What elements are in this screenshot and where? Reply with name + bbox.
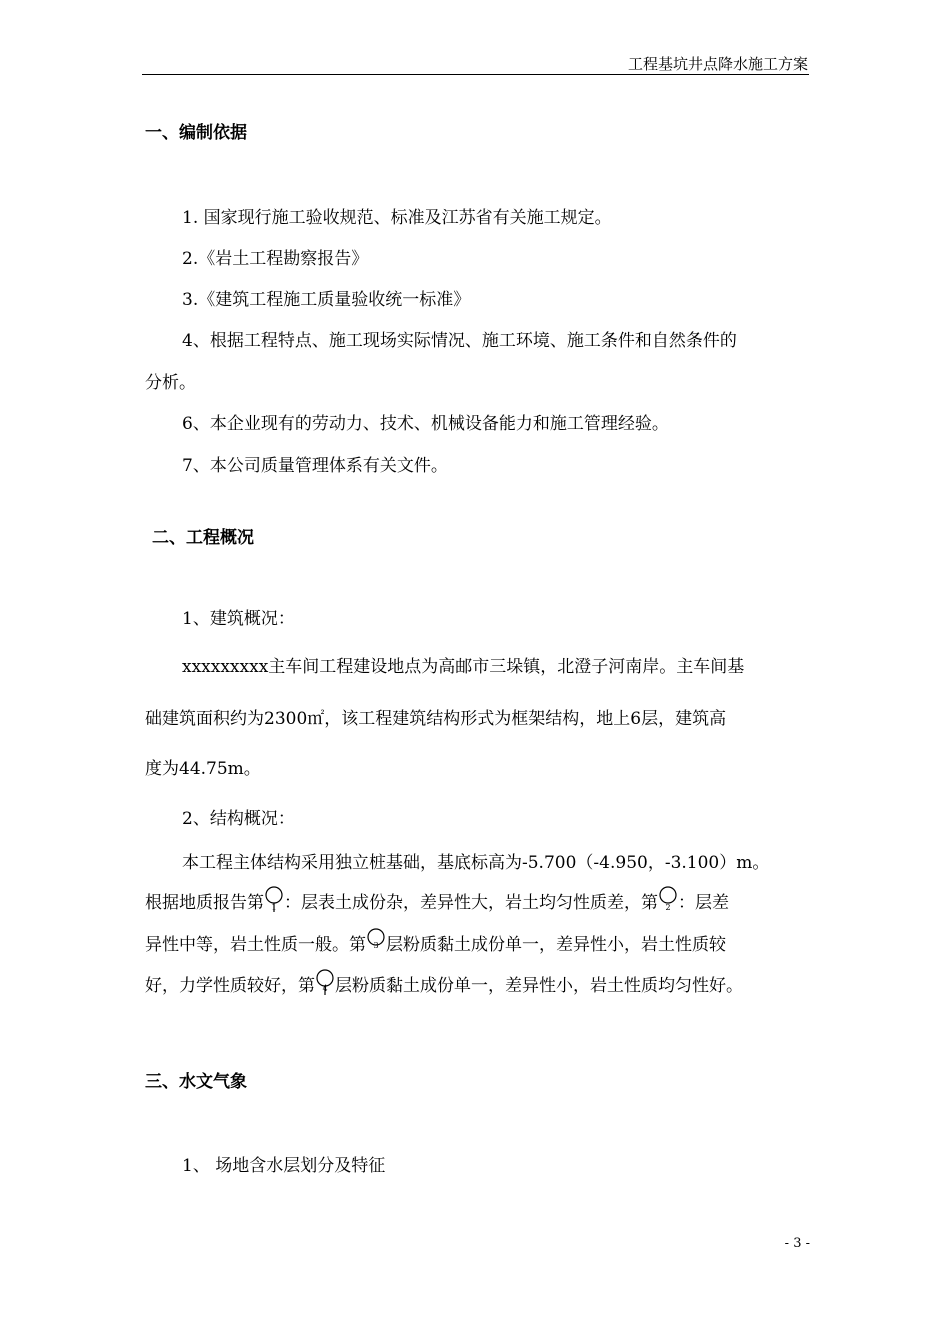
structure-line-3-b: 层粉质黏土成份单一，差异性小，岩土性质较	[386, 935, 726, 955]
building-overview-title: 1、建筑概况：	[182, 609, 295, 629]
basis-item-3: 3.《建筑工程施工质量验收统一标准》	[182, 290, 471, 310]
page-number: - 3 -	[784, 1236, 810, 1251]
building-overview-line-1: xxxxxxxxx主车间工程建设地点为高邮市三垛镇，北澄子河南岸。主车间基	[182, 657, 745, 677]
layer-1-marker-label: 1	[271, 903, 277, 912]
basis-item-4: 4、根据工程特点、施工现场实际情况、施工环境、施工条件和自然条件的	[182, 331, 737, 351]
layer-1-marker	[264, 892, 284, 912]
layer-4-marker-label: 4	[322, 984, 328, 993]
layer-4-marker	[315, 975, 335, 995]
layer-3-marker-label: 3	[373, 941, 379, 950]
structure-line-2-c: ：层差	[678, 893, 729, 913]
structure-line-3-a: 异性中等，岩土性质一般。第	[145, 935, 366, 955]
basis-item-4-cont: 分析。	[145, 373, 196, 393]
section-heading-basis: 一、编制依据	[145, 123, 247, 143]
structure-overview-title: 2、结构概况：	[182, 809, 295, 829]
basis-item-2: 2.《岩土工程勘察报告》	[182, 249, 369, 269]
section-heading-hydrology: 三、水文气象	[145, 1072, 247, 1092]
layer-2-marker-label: 2	[665, 903, 671, 912]
structure-line-4	[145, 971, 743, 996]
running-header: 工程基坑井点降水施工方案	[627, 55, 808, 73]
layer-2-marker	[658, 892, 678, 912]
structure-line-4-b: 层粉质黏土成份单一，差异性小，岩土性质均匀性好。	[335, 976, 743, 996]
aquifer-title: 1、 场地含水层划分及特征	[182, 1156, 386, 1176]
basis-item-7: 7、本公司质量管理体系有关文件。	[182, 456, 448, 476]
header-rule	[142, 74, 809, 75]
basis-item-6: 6、本企业现有的劳动力、技术、机械设备能力和施工管理经验。	[182, 414, 669, 434]
structure-line-2	[145, 888, 729, 913]
building-overview-line-2: 础建筑面积约为2300㎡，该工程建筑结构形式为框架结构，地上6层，建筑高	[145, 709, 727, 729]
structure-line-2-a: 根据地质报告第	[145, 893, 264, 913]
layer-3-marker	[366, 934, 386, 954]
structure-line-2-b: ：层表土成份杂，差异性大，岩土均匀性质差，第	[284, 893, 658, 913]
basis-item-1: 1. 国家现行施工验收规范、标准及江苏省有关施工规定。	[182, 208, 612, 228]
structure-line-1: 本工程主体结构采用独立桩基础，基底标高为-5.700（-4.950，-3.100）m。	[182, 853, 770, 873]
section-heading-overview: 二、工程概况	[152, 528, 254, 548]
structure-line-4-a: 好，力学性质较好，第	[145, 976, 315, 996]
building-overview-line-3: 度为44.75m。	[145, 759, 261, 779]
structure-line-3	[145, 930, 726, 955]
